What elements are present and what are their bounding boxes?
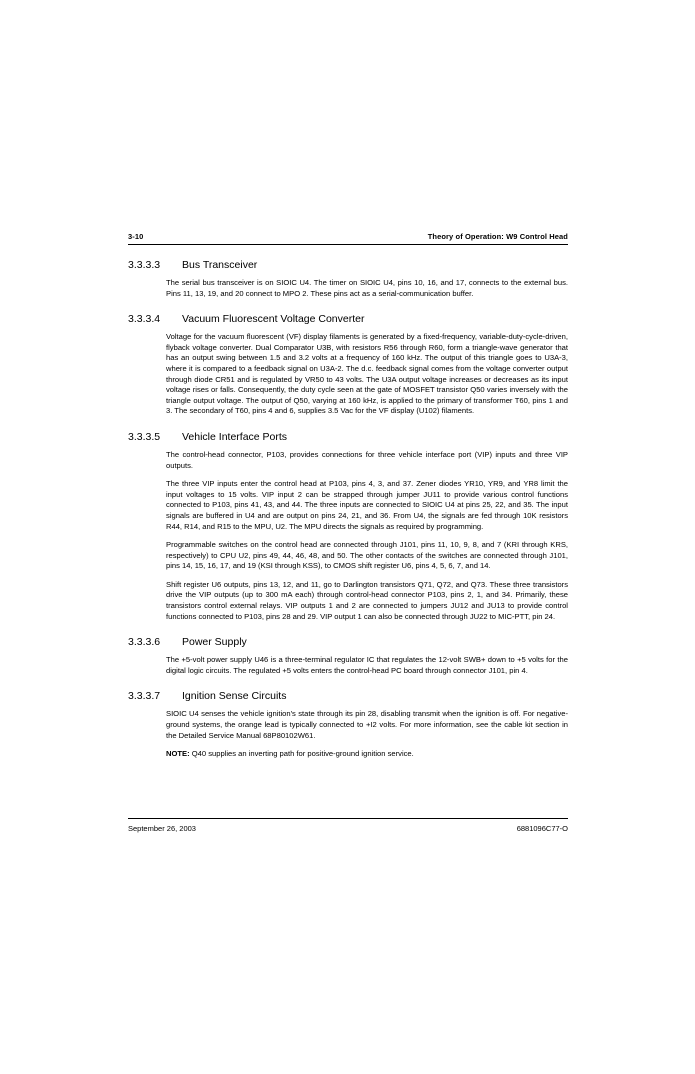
- section-body: [166, 278, 568, 299]
- section-number: 3.3.3.5: [128, 430, 161, 443]
- page-content: [128, 232, 568, 760]
- section-number: 3.3.3.7: [128, 690, 161, 703]
- section-body: [166, 450, 568, 622]
- section-title: Power Supply: [182, 636, 247, 649]
- section-vehicle-interface-ports: [128, 431, 568, 622]
- section-title: Vehicle Interface Ports: [182, 430, 288, 443]
- page-number: 3-10: [128, 232, 144, 241]
- footer-document-id: 6881096C77-O: [516, 824, 568, 833]
- section-heading: [128, 259, 568, 271]
- section-title: Ignition Sense Circuits: [182, 690, 287, 703]
- section-heading: [128, 313, 568, 325]
- section-title: Vacuum Fluorescent Voltage Converter: [182, 313, 365, 326]
- section-heading: [128, 690, 568, 702]
- note-label: NOTE:: [166, 749, 190, 759]
- section-number: 3.3.3.6: [128, 636, 161, 649]
- section-body: [166, 332, 568, 417]
- section-number: 3.3.3.4: [128, 313, 161, 326]
- section-power-supply: [128, 636, 568, 676]
- paragraph: SIOIC U4 senses the vehicle ignition's state through its pin 28, disabling transmit when the ignition is off. For negative-ground systems, the orange lead is typically connected to +I2 volts. For more information, see the cable kit section in the Detailed Service Manual 68P80102W61.: [166, 709, 568, 740]
- section-body: [166, 655, 568, 676]
- section-bus-transceiver: [128, 259, 568, 299]
- section-vacuum-fluorescent-voltage-converter: [128, 313, 568, 417]
- section-heading: [128, 636, 568, 648]
- paragraph: The control-head connector, P103, provides connections for three vehicle interface port (VIP) inputs and three VIP outputs.: [166, 449, 568, 470]
- section-title: Bus Transceiver: [182, 259, 258, 271]
- paragraph: The three VIP inputs enter the control head at P103, pins 4, 3, and 37. Zener diodes YR10, YR9, and YR8 limit the input voltages to 15 volts. VIP input 2 can be strapped through jumper JU11 to provide various control functions connected to P103, pins 41, 43, and 44. The three inputs are connected to SIOIC U4 at pins 25, 22, and 35. The input signals are buffered in U4 and are output on pins 24, 21, and 36. From U4, the signals are fed through 10K resistors R44, R14, and R15 to the MPU, U2. The MPU directs the signals as required by programming.: [166, 479, 568, 531]
- footer-date: September 26, 2003: [128, 824, 196, 833]
- paragraph: The serial bus transceiver is on SIOIC U4. The timer on SIOIC U4, pins 10, 16, and 17, connects to the external bus. Pins 11, 13, 19, and 20 connect to MPO 2. These pins act as a serial-communication buffer.: [166, 278, 568, 298]
- page-footer: [128, 818, 568, 833]
- paragraph: The +5-volt power supply U46 is a three-terminal regulator IC that regulates the 12-volt SWB+ down to +5 volts for the digital logic circuits. The regulated +5 volts enters the control-head PC board through connector J101, pin 4.: [166, 655, 568, 675]
- note-paragraph: [166, 749, 568, 760]
- running-head-title: Theory of Operation: W9 Control Head: [427, 232, 568, 241]
- paragraph: Programmable switches on the control head are connected through J101, pins 11, 10, 9, 8, and 7 (KRI through KRS, respectively) to CPU U2, pins 49, 44, 46, 48, and 50. The other contacts of the switches are connected through J101, pins 14, 15, 16, 17, and 19 (KSI through KSS), to CMOS shift register U6, pins 4, 5, 6, 7, and 14.: [166, 540, 568, 571]
- page-header: [128, 232, 568, 245]
- note-text: Q40 supplies an inverting path for positive-ground ignition service.: [189, 749, 414, 759]
- paragraph: Shift register U6 outputs, pins 13, 12, and 11, go to Darlington transistors Q71, Q72, and Q73. These three transistors drive the VIP outputs (up to 300 mA each) through control-head connector P103, pins 2, 1, and 34. Primarily, these transistors control external relays. VIP outputs 1 and 2 are connected to jumpers JU12 and JU13 to provide control functions connected to P103, pins 28 and 29. VIP output 1 can also be connected through JU22 to MIC-PTT, pin 24.: [166, 579, 568, 621]
- paragraph: Voltage for the vacuum fluorescent (VF) display filaments is generated by a fixed-frequency, variable-duty-cycle-driven, flyback voltage converter. Dual Comparator U3B, with resistors R56 through R60, form a triangle-wave generator that has an output swing between 1.5 and 3.2 volts at a frequency of 160 kHz. The output of this triangle goes to U3A-3, where it is compared to a feedback signal on U3A-2. The d.c. feedback signal comes from the voltage converter output through diode CR51 and is regulated by VR50 to 43 volts. The U3A output voltage increases or decreases as its input voltage rises or falls. Consequently, the duty cycle seen at the gate of MOSFET transistor Q50 varies inversely with the triangle output voltage. The output of Q50, varying at 160 kHz, is applied to the primary of transformer T60, pins 1 and 3. The secondary of T60, pins 4 and 6, supplies 3.5 Vac for the VF display (U102) filaments.: [166, 332, 568, 416]
- section-heading: [128, 431, 568, 443]
- section-number: 3.3.3.3: [128, 259, 161, 271]
- section-ignition-sense-circuits: [128, 690, 568, 759]
- section-body: [166, 709, 568, 759]
